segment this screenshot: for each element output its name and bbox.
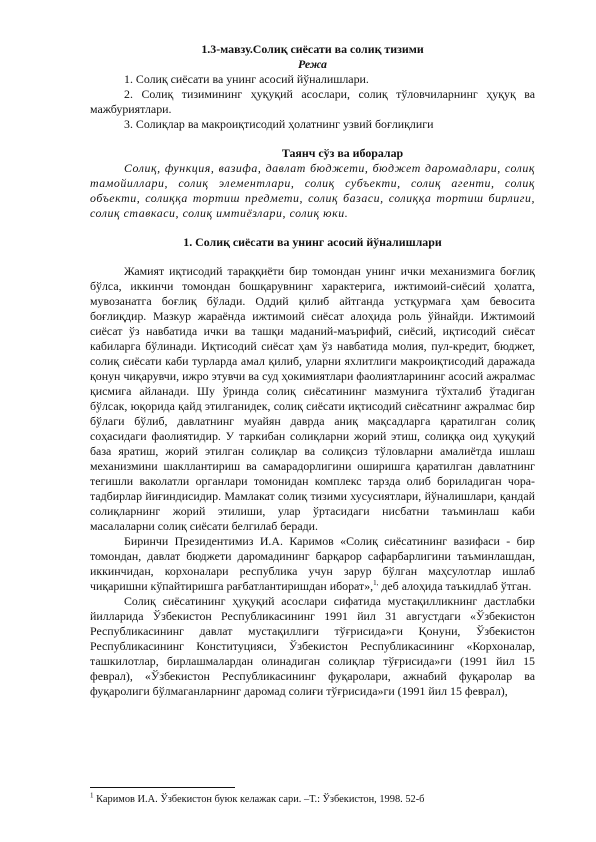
paragraph-2 [90,534,535,594]
plan-item-2: 2. Солиқ тизимининг ҳуқуқий асослари, солиқ тўловчиларнинг ҳуқуқ ва мажбуриятлари. [90,87,535,116]
footnote-reference: 1, [373,579,379,588]
plan-item-3: 3. Солиқлар ва макроиқтисодий ҳолатнинг узвий боғлиқлиги [124,117,434,131]
footnote-divider [90,787,235,788]
paragraph-3: Солиқ сиёсатининг ҳуқуқий асослари сифатида мустақилликнинг дастлабки йилларида Ўзбекистон Республикасининг 1991 йил 31 августдаги «Ўзбекистон Республикасининг давлат мустақиллиги тўғрисида»ги Қонуни, Ўзбекистон Республикасининг Конституцияси, Ўзбекистон Республикасининг «Корхоналар, ташкилотлар, бирлашмалардан олинадиган солиқлар тўғрисида»ги (1991 йил 15 феврал), «Ўзбекистон Республикасининг фуқаролари, ажнабий фуқаролар ва фуқаролиги бўлмаганларнинг даромад солиғи тўғрисида»ги (1991 йил 15 феврал), [90,594,535,698]
footnote-text: Каримов И.А. Ўзбекистон буюк келажак сари. –Т.: Ўзбекистон, 1998. 52-б [96,794,425,805]
section-heading: 1. Солиқ сиёсати ва унинг асосий йўналишлари [183,235,442,249]
plan-heading: Режа [298,57,327,71]
footnote [90,793,535,806]
paragraph-1: Жамият иқтисодий тараққиёти бир томондан унинг ички механизмига боғлиқ бўлса, иккинчи томондан бошқарувнинг характерига, ижтимоий-сиёсий ҳолатга, мувозанатга боғлиқ бўлади. Оддий қилиб айтганда устқурмага ҳам бевосита боғлиқдир. Мазкур жараёнда ижтимоий сиёсат алоҳида роль ўйнайди. Ижтимоий сиёсат ўз навбатида ички ва ташқи маданий-маърифий, сиёсий, иқтисодий сиёсат кабиларга бўлинади. Иқтисодий сиёсат ҳам ўз навбатида молия, пул-кредит, бюджет, солиқ сиёсати каби турларда амал қилиб, уларни яхлитлиги макроиқтисодий даражада қонун чиқарувчи, ижро этувчи ва суд ҳокимиятлари фаолиятларининг асосий ажралмас қисмига айланади. Шу ўринда солиқ сиёсатининг мазмунига тўхталиб ўтадиган бўлсак, юқорида қайд этилганидек, солиқ сиёсати иқтисодий сиёсатнинг ажралмас бир бўлаги бўлиб, давлатнинг муайян даврда аниқ мақсадларга қаратилган солиқ соҳасидаги фаолиятидир. У таркибан солиқларни жорий этиш, солиққа оид ҳуқуқий база яратиш, жорий этилган солиқлар ва солиқсиз тўловларни амалиётда ишлаш механизмини шакллантириш ва самарадорлигини оширишга қаратилган давлатнинг тегишли ваколатли органлари томонидан комплекс тарзда олиб бориладиган чора-тадбирлар йиғиндисидир. Мамлакат солиқ тизими хусусиятлари, йўналишлари, қандай солиқларнинг жорий этилиши, улар ўртасидаги нисбатни таъминлаш каби масалаларни солиқ сиёсати белгилаб беради. [90,264,535,533]
page-content [90,42,535,699]
keywords-heading: Таянч сўз ва иборалар [281,146,404,160]
plan-item-1: 1. Солиқ сиёсати ва унинг асосий йўналишлари. [124,72,369,86]
footnote-marker: 1 [90,791,94,800]
paragraph-2-text: Биринчи Президентимиз И.А. Каримов «Солиқ сиёсатининг вазифаси - бир томондан, давлат бюджети даромадининг барқарор сафарбарлигини таъминлашдан, иккинчидан, корхоналари республика учун зарур бўлган маҳсулотлар ишлаб чиқаришни кўпайтиришга рағбатлантиришдан иборат», [90,534,535,593]
topic-title: 1.3-мавзу.Солиқ сиёсати ва солиқ тизими [201,42,424,56]
keywords-text: Солиқ, функция, вазифа, давлат бюджети, бюджет даромадлари, солиқ тамойиллари, солиқ элементлари, солиқ субъекти, солиқ агенти, солиқ объекти, солиққа тортиш предмети, солиқ базаси, солиққа тортиш бирлиги, солиқ ставкаси, солиқ имтиёзлари, солиқ юки. [90,161,535,220]
paragraph-2-tail: деб алоҳида таъкидлаб ўтган. [378,579,532,593]
